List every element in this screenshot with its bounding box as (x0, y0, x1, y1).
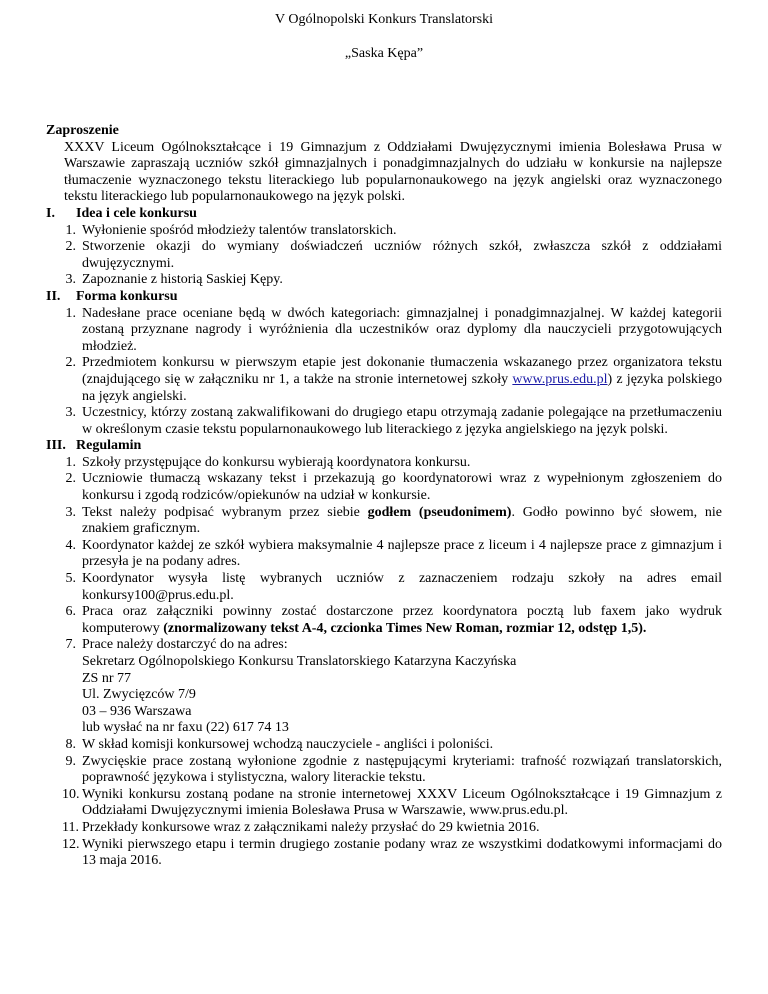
section-1-number: I. (46, 205, 55, 221)
invitation-text: XXXV Liceum Ogólnokształcące i 19 Gimnazjum z Oddziałami Dwujęzycznymi imienia Bolesława Prusa w Warszawie zapraszają uczniów szkół gimnazjalnych i ponadgimnazjalnych do udziału w konkursie na najlepsze tłumaczenie wyznaczonego tekstu literackiego lub popularnonaukowego na język angielski oraz wyznaczonego tekstu literackiego lub popularnonaukowego na język polski. (64, 139, 722, 205)
list-item (46, 405, 722, 438)
section-3-number: III. (46, 438, 66, 454)
item-text-part: Praca oraz załączniki powinny zostać dostarczone przez koordynatora pocztą lub faxem jako wydruk komputerowy (82, 604, 722, 636)
list-item (46, 306, 722, 356)
item-number: 1. (65, 222, 76, 238)
item-number: 1. (65, 305, 76, 321)
item-number: 2. (65, 471, 76, 487)
list-item (46, 787, 722, 820)
document-body (46, 123, 722, 870)
section-2-title: Forma konkursu (76, 288, 178, 304)
list-item (46, 455, 722, 472)
item-text-part: Przedmiotem konkursu w pierwszym etapie jest dokonanie tłumaczenia wskazanego przez organizatora tekstu (znajdującego się w załączniku nr 1, a także na stronie internetowej szkoły (82, 355, 722, 387)
item-text-bold: godłem (pseudonimem) (367, 504, 512, 520)
item-text: Uczniowie tłumaczą wskazany tekst i przekazują go koordynatorowi wraz z wypełnionym zgłoszeniem do konkursu i zgodą rodziców/opiekunów na udział w konkursie. (82, 471, 722, 504)
item-text: Zapoznanie z historią Saskiej Kępy. (82, 272, 283, 288)
item-text: Stworzenie okazji do wymiany doświadczeń uczniów różnych szkół, zwłaszcza szkół z oddziałami dwujęzycznymi. (82, 239, 722, 271)
list-item (46, 239, 722, 272)
item-text (82, 355, 722, 405)
list-item (46, 355, 722, 405)
item-number: 4. (65, 537, 76, 553)
item-text (82, 637, 722, 737)
address-line: Sekretarz Ogólnopolskiego Konkursu Translatorskiego Katarzyna Kaczyńska (82, 654, 517, 669)
section-3-title: Regulamin (76, 438, 142, 454)
list-item (46, 571, 722, 604)
item-text: Nadesłane prace oceniane będą w dwóch kategoriach: gimnazjalnej i ponadgimnazjalnej. W każdej kategorii zostaną przyznane nagrody i wyróżnienia dla uczestników oraz dyplomy dla nauczycieli przygotowujących młodzież. (82, 305, 722, 354)
list-item (46, 223, 722, 240)
invitation-heading: Zaproszenie (46, 123, 119, 138)
item-text-part: Tekst należy podpisać wybranym przez siebie (82, 504, 368, 520)
item-number: 12. (62, 836, 80, 852)
item-text: Wyniki konkursu zostaną podane na stronie internetowej XXXV Liceum Ogólnokształcące i 19 Gimnazjum z Oddziałami Dwujęzycznymi imienia Bolesława Prusa w Warszawie, www.prus.edu.pl. (82, 786, 722, 819)
section-1-title: Idea i cele konkursu (76, 205, 197, 221)
item-text: Koordynator wysyła listę wybranych uczniów z zaznaczeniem rodzaju szkoły na adres email konkursy100@prus.edu.pl. (82, 571, 722, 603)
item-number: 3. (65, 504, 76, 520)
list-item (46, 737, 722, 754)
item-number: 3. (65, 405, 76, 421)
item-text: W skład komisji konkursowej wchodzą nauczyciele - angliści i poloniści. (82, 736, 494, 752)
list-item (46, 820, 722, 837)
list-item (46, 471, 722, 504)
item-number: 9. (65, 753, 76, 769)
list-item (46, 637, 722, 737)
item-text: Wyłonienie spośród młodzieży talentów translatorskich. (82, 222, 397, 238)
item-number: 6. (65, 604, 76, 620)
item-text-bold: (znormalizowany tekst A-4, czcionka Times New Roman, rozmiar 12, odstęp 1,5). (163, 620, 647, 636)
item-number: 11. (62, 819, 79, 835)
item-text: Uczestnicy, którzy zostaną zakwalifikowani do drugiego etapu otrzymają zadanie polegające na przetłumaczeniu w określonym czasie tekstu popularnonaukowego lub literackiego z języka angielskiego na język polski. (82, 405, 722, 437)
item-text (82, 505, 722, 538)
list-item (46, 604, 722, 637)
item-text: Przekłady konkursowe wraz z załącznikami należy przysłać do 29 kwietnia 2016. (82, 819, 540, 835)
item-number: 7. (65, 637, 76, 653)
item-text: Zwycięskie prace zostaną wyłonione zgodnie z następującymi kryteriami: trafność rozwiązań translatorskich, poprawność językowa i stylistyczna, walory literackie tekstu. (82, 753, 722, 786)
item-text: Wyniki pierwszego etapu i termin drugiego zostanie podany wraz ze wszystkimi dodatkowymi informacjami do 13 maja 2016. (82, 836, 722, 869)
list-item (46, 538, 722, 571)
school-website-link[interactable]: www.prus.edu.pl (512, 371, 608, 387)
address-line: lub wysłać na nr faxu (22) 617 74 13 (82, 720, 289, 736)
address-line: Ul. Zwycięzców 7/9 (82, 687, 196, 703)
item-number: 3. (65, 272, 76, 288)
address-line: ZS nr 77 (82, 670, 131, 686)
section-3-header (46, 438, 722, 455)
item-text: Koordynator każdej ze szkół wybiera maksymalnie 4 najlepsze prace z liceum i 4 najlepsze prace z gimnazjum i przesyła je na podany adres. (82, 537, 722, 570)
address-line: 03 – 936 Warszawa (82, 703, 192, 719)
item-number: 2. (65, 239, 76, 255)
address-intro: Prace należy dostarczyć do na adres: (82, 637, 288, 653)
item-text (82, 604, 722, 637)
section-2-header (46, 289, 722, 306)
document-subtitle: „Saska Kępa” (344, 46, 424, 61)
section-1-header (46, 206, 722, 223)
list-item (46, 754, 722, 787)
item-text: Szkoły przystępujące do konkursu wybierają koordynatora konkursu. (82, 454, 471, 470)
list-item (46, 505, 722, 538)
item-text-part: ) z języka polskiego na język angielski. (82, 371, 722, 404)
list-item (46, 837, 722, 870)
item-number: 2. (65, 355, 76, 371)
document-title: V Ogólnopolski Konkurs Translatorski (275, 12, 493, 27)
item-number: 8. (65, 736, 76, 752)
item-number: 1. (65, 454, 76, 470)
section-2-number: II. (46, 288, 61, 304)
item-number: 5. (65, 571, 76, 587)
item-text-part: . Godło powinno być słowem, nie znakiem graficznym. (82, 504, 722, 537)
list-item (46, 272, 722, 289)
item-number: 10. (62, 786, 80, 802)
